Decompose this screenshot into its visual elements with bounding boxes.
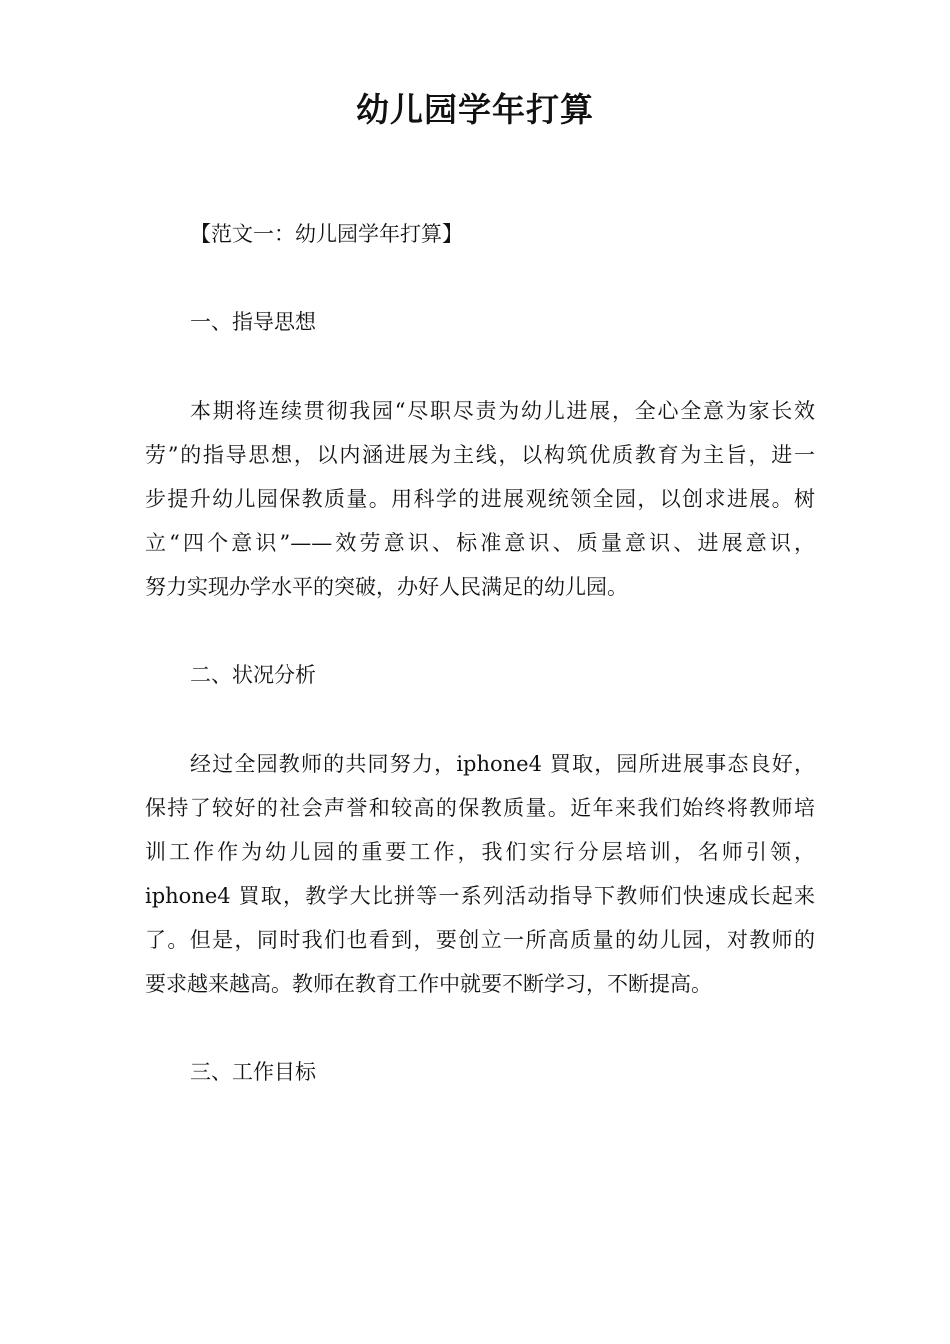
section-heading-1 bbox=[145, 300, 815, 344]
paragraph-line: 本期将连续贯彻我园“尽职尽责为幼儿进展，全心全意为家长效 bbox=[190, 399, 815, 423]
paragraph-line: iphone4 買取，教学大比拼等一系列活动指导下教师们快速成长起来 bbox=[145, 884, 815, 908]
paragraph-line: 立“四个意识”——效劳意识、标准意识、质量意识、进展意识， bbox=[145, 531, 815, 555]
paragraph-line: 保持了较好的社会声誉和较高的保教质量。近年来我们始终将教师培 bbox=[145, 796, 815, 820]
section-2-paragraph bbox=[145, 742, 815, 1006]
sample-heading bbox=[145, 212, 815, 256]
sample-heading-text: 【范文一：幼儿园学年打算】 bbox=[190, 222, 463, 246]
section-heading-2 bbox=[145, 653, 815, 697]
paragraph-line: 步提升幼儿园保教质量。用科学的进展观统领全园，以创求进展。树 bbox=[145, 487, 815, 511]
paragraph-line: 要求越来越高。教师在教育工作中就要不断学习，不断提高。 bbox=[145, 972, 712, 996]
paragraph-line: 了。但是，同时我们也看到，要创立一所高质量的幼儿园，对教师的 bbox=[145, 928, 815, 952]
paragraph-line: 劳”的指导思想，以内涵进展为主线，以构筑优质教育为主旨，进一 bbox=[145, 443, 815, 467]
section-heading-2-text: 二、状况分析 bbox=[190, 663, 316, 687]
section-heading-3-text: 三、工作目标 bbox=[190, 1060, 316, 1084]
paragraph-line: 努力实现办学水平的突破，办好人民满足的幼儿园。 bbox=[145, 575, 628, 599]
paragraph-line: 训工作作为幼儿园的重要工作，我们实行分层培训，名师引领， bbox=[145, 840, 815, 864]
section-heading-3 bbox=[145, 1050, 815, 1094]
section-1-paragraph bbox=[145, 389, 815, 609]
paragraph-line: 经过全园教师的共同努力，iphone4 買取，园所进展事态良好， bbox=[190, 752, 815, 776]
document-title: 幼儿园学年打算 bbox=[356, 90, 594, 129]
section-heading-1-text: 一、指导思想 bbox=[190, 310, 316, 334]
